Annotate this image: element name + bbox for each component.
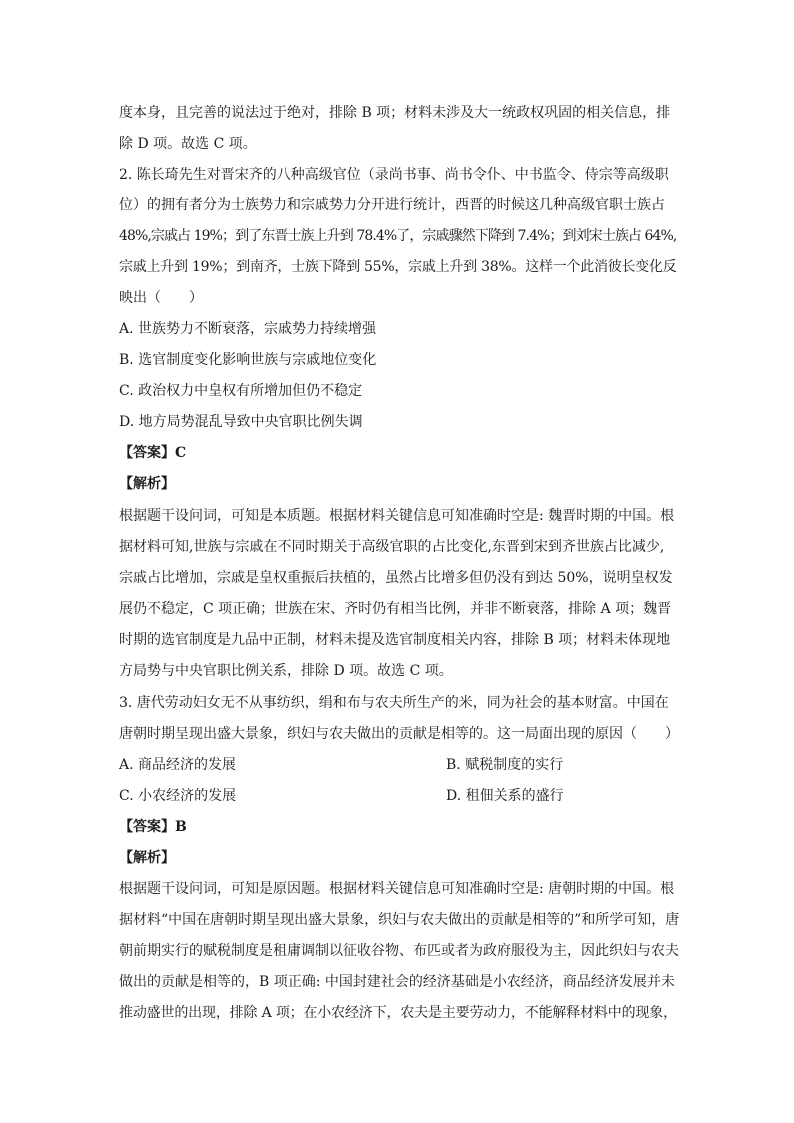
q2-analysis-line-6: 方局势与中央官职比例关系，排除 D 项。故选 C 项。 <box>119 663 453 679</box>
q3-option-row-2 <box>119 787 679 805</box>
q2-analysis-label: 【解析】 <box>119 476 175 492</box>
q3-analysis-line-2: 据材料“中国在唐朝时期呈现出盛大景象，织妇与农夫做出的贡献是相等的”和所学可知，唐 <box>119 912 680 928</box>
q2-option-a: A. 世族势力不断衰落，宗戚势力持续增强 <box>119 321 377 337</box>
q3-analysis-line-1: 根据题干设问词，可知是原因题。根据材料关键信息可知准确时空是: 唐朝时期的中国。根 <box>119 881 675 897</box>
q2-stem-line-3: 48%,宗戚占 19%；到了东晋士族上升到 78.4%了，宗戚骤然下降到 7.4%；到刘宋士族占 64%, <box>119 228 677 244</box>
prev-analysis-line-1: 度本身，且完善的说法过于绝对，排除 B 项；材料未涉及大一统政权巩固的相关信息，排 <box>119 105 671 121</box>
q2-stem-line-2: 位）的拥有者分为士族势力和宗戚势力分开进行统计，西晋的时候这几种高级官职士族占 <box>119 197 665 213</box>
q3-stem-line-2: 唐朝时期呈现出盛大景象，织妇与农夫做出的贡献是相等的。这一局面出现的原因（ ） <box>119 726 679 742</box>
q3-analysis-line-4: 做出的贡献是相等的，B 项正确: 中国封建社会的经济基础是小农经济，商品经济发展并未 <box>119 974 675 990</box>
q3-option-row-1 <box>119 756 679 774</box>
q2-stem-line-1: 2. 陈长琦先生对晋宋齐的八种高级官位（录尚书事、尚书令仆、中书监令、侍宗等高级职 <box>119 167 669 183</box>
q3-analysis-label: 【解析】 <box>119 850 175 866</box>
q2-analysis-line-1: 根据题干设问词，可知是本质题。根据材料关键信息可知准确时空是: 魏晋时期的中国。根 <box>119 508 675 524</box>
q2-answer: 【答案】C <box>119 445 187 461</box>
q3-stem-line-1: 3. 唐代劳动妇女无不从事纺织，绢和布与农夫所生产的米，同为社会的基本财富。中国在 <box>119 695 669 711</box>
q2-stem-line-5: 映出（ ） <box>119 290 203 306</box>
q2-option-b: B. 选官制度变化影响世族与宗戚地位变化 <box>119 352 377 368</box>
prev-analysis-line-2: 除 D 项。故选 C 项。 <box>119 136 257 152</box>
q2-analysis-line-4: 展仍不稳定，C 项正确；世族在宋、齐时仍有相当比例，并非不断衰落，排除 A 项；魏晋 <box>119 601 672 617</box>
q3-option-a: A. 商品经济的发展 <box>119 757 237 773</box>
q2-analysis-line-5: 时期的选官制度是九品中正制，材料未提及选官制度相关内容，排除 B 项；材料未体现地 <box>119 632 671 648</box>
q2-stem-line-4: 宗戚上升到 19%；到南齐，士族下降到 55%，宗戚上升到 38%。这样一个此消彼长变化反 <box>119 259 677 275</box>
q2-analysis-line-3: 宗戚占比增加，宗戚是皇权重振后扶植的，虽然占比增多但仍没有到达 50%，说明皇权发 <box>119 570 673 586</box>
q3-answer: 【答案】B <box>119 819 187 835</box>
q3-analysis-line-3: 朝前期实行的赋税制度是租庸调制以征收谷物、布匹或者为政府服役为主，因此织妇与农夫 <box>119 943 679 959</box>
q3-analysis-line-5: 推动盛世的出现，排除 A 项；在小农经济下，农夫是主要劳动力，不能解释材料中的现象， <box>119 1005 677 1021</box>
q2-option-d: D. 地方局势混乱导致中央官职比例失调 <box>119 414 363 430</box>
q3-option-d: D. 租佃关系的盛行 <box>446 788 564 804</box>
q3-option-c: C. 小农经济的发展 <box>119 788 237 804</box>
q2-analysis-line-2: 据材料可知,世族与宗戚在不同时期关于高级官职的占比变化,东晋到宋到齐世族占比减少, <box>119 539 665 555</box>
q2-option-c: C. 政治权力中皇权有所增加但仍不稳定 <box>119 383 363 399</box>
q3-option-b: B. 赋税制度的实行 <box>446 757 564 773</box>
